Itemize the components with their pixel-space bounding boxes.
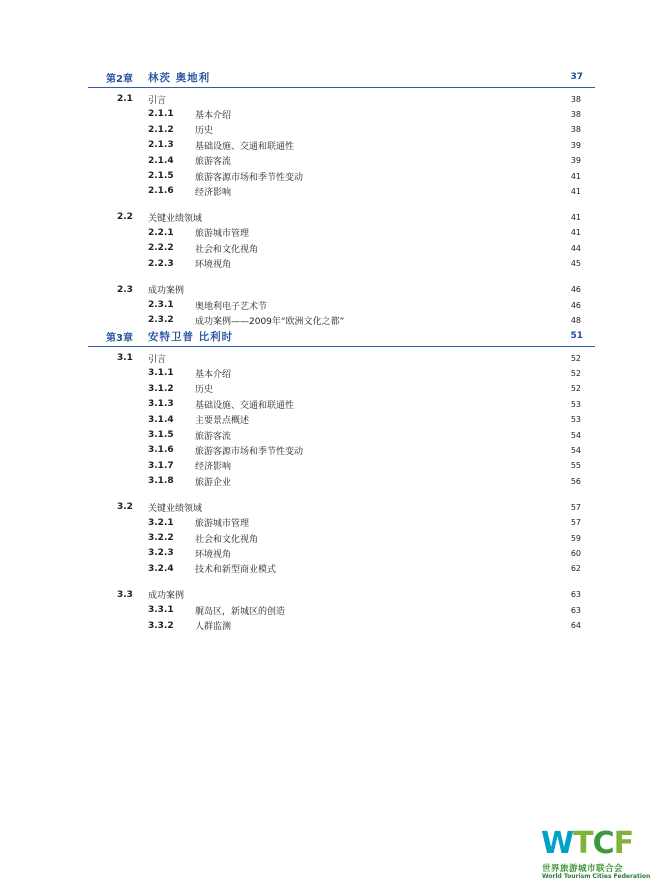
toc-subsection[interactable] xyxy=(0,106,650,122)
subsection-title: 基础设施、交通和联通性 xyxy=(195,400,295,411)
toc-section[interactable] xyxy=(0,209,650,225)
toc-subsection[interactable] xyxy=(0,240,650,256)
chapter-heading[interactable] xyxy=(88,67,595,87)
toc-subsection[interactable] xyxy=(0,412,650,428)
subsection-title: 主要景点概述 xyxy=(195,416,250,427)
subsection-number: 3.1.1 xyxy=(148,368,174,379)
toc-section[interactable] xyxy=(0,587,650,603)
subsection-title: 旅游客源市场和季节性变动 xyxy=(195,172,304,183)
subsection-title: 技术和新型商业模式 xyxy=(195,565,277,576)
subsection-number: 2.1.6 xyxy=(148,186,174,197)
subsection-page: 38 xyxy=(570,109,581,119)
section-page: 57 xyxy=(570,502,581,512)
subsection-page: 41 xyxy=(570,186,581,196)
subsection-title: 环境视角 xyxy=(195,549,232,560)
subsection-page: 53 xyxy=(570,399,581,409)
chapter-page: 51 xyxy=(570,331,583,341)
toc-section[interactable] xyxy=(0,350,650,366)
toc-subsection[interactable] xyxy=(0,473,650,489)
subsection-page: 52 xyxy=(570,384,581,394)
subsection-title: 旅游客流 xyxy=(195,157,232,168)
subsection-page: 54 xyxy=(570,430,581,440)
subsection-number: 2.2.3 xyxy=(148,258,174,269)
subsection-page: 41 xyxy=(570,228,581,238)
subsection-title: 成功案例——2009年“欧洲文化之都” xyxy=(195,316,345,327)
toc-subsection[interactable] xyxy=(0,618,650,634)
toc-subsection[interactable] xyxy=(0,381,650,397)
subsection-title: 艉岛区，新城区的创造 xyxy=(195,606,286,617)
subsection-title: 经济影响 xyxy=(195,187,232,198)
toc-subsection[interactable] xyxy=(0,396,650,412)
subsection-number: 2.1.5 xyxy=(148,171,174,181)
subsection-page: 55 xyxy=(570,461,581,471)
subsection-title: 旅游城市管理 xyxy=(195,229,250,240)
toc-subsection[interactable] xyxy=(0,365,650,381)
subsection-title: 经济影响 xyxy=(195,462,232,473)
toc-section[interactable] xyxy=(0,499,650,515)
subsection-number: 3.1.2 xyxy=(148,383,174,394)
subsection-page: 53 xyxy=(570,415,581,425)
section-number: 2.1 xyxy=(117,94,133,104)
toc-subsection[interactable] xyxy=(0,168,650,184)
chapter-title: 林茨 奥地利 xyxy=(148,71,211,84)
section-number: 2.2 xyxy=(117,212,133,223)
section-title: 关键业绩领域 xyxy=(148,503,203,514)
toc-subsection[interactable] xyxy=(0,256,650,272)
section-title: 引言 xyxy=(148,354,167,365)
chapter-heading[interactable] xyxy=(88,326,595,346)
toc-subsection[interactable] xyxy=(0,458,650,474)
subsection-number: 3.1.4 xyxy=(148,414,174,425)
subsection-title: 人群监测 xyxy=(195,622,232,633)
subsection-number: 2.2.1 xyxy=(148,227,174,238)
subsection-number: 2.1.4 xyxy=(148,155,174,166)
section-number: 3.1 xyxy=(117,353,133,363)
subsection-title: 基本介绍 xyxy=(195,369,232,380)
toc-section[interactable] xyxy=(0,282,650,298)
subsection-number: 3.2.1 xyxy=(148,517,174,528)
toc-subsection[interactable] xyxy=(0,427,650,443)
logo-english-name: World Tourism Cities Federation xyxy=(542,873,650,880)
section-page: 52 xyxy=(570,353,581,363)
subsection-number: 2.1.2 xyxy=(148,124,174,135)
subsection-page: 45 xyxy=(570,259,581,269)
subsection-page: 59 xyxy=(570,533,581,543)
wtcf-logo-mark: WTCF xyxy=(541,826,634,861)
subsection-page: 60 xyxy=(570,548,581,558)
subsection-title: 基本介绍 xyxy=(195,110,232,121)
subsection-page: 56 xyxy=(570,476,581,486)
subsection-page: 62 xyxy=(570,564,581,574)
section-title: 成功案例 xyxy=(148,286,185,297)
subsection-title: 社会和文化视角 xyxy=(195,244,259,255)
section-title: 关键业绩领域 xyxy=(148,213,203,224)
subsection-title: 旅游企业 xyxy=(195,477,232,488)
subsection-page: 39 xyxy=(570,140,581,150)
subsection-number: 2.2.2 xyxy=(148,243,174,254)
subsection-number: 3.1.3 xyxy=(148,399,174,410)
chapter-number: 第3章 xyxy=(106,332,133,344)
section-page: 46 xyxy=(570,285,581,295)
section-title: 引言 xyxy=(148,95,167,106)
subsection-number: 3.1.6 xyxy=(148,445,174,456)
subsection-title: 旅游客源市场和季节性变动 xyxy=(195,446,304,457)
wtcf-logo xyxy=(538,826,650,882)
chapter-number: 第2章 xyxy=(106,73,133,85)
toc-subsection[interactable] xyxy=(0,122,650,138)
subsection-page: 41 xyxy=(570,171,581,181)
toc-subsection[interactable] xyxy=(0,545,650,561)
section-page: 41 xyxy=(570,212,581,222)
toc-section[interactable] xyxy=(0,91,650,107)
subsection-title: 历史 xyxy=(195,385,214,396)
subsection-page: 44 xyxy=(570,243,581,253)
subsection-number: 3.2.4 xyxy=(148,563,174,574)
subsection-title: 旅游城市管理 xyxy=(195,519,250,530)
subsection-page: 64 xyxy=(570,621,581,631)
section-number: 3.2 xyxy=(117,502,133,513)
subsection-number: 3.1.7 xyxy=(148,460,174,471)
section-number: 2.3 xyxy=(117,284,133,295)
subsection-number: 2.1.3 xyxy=(148,140,174,151)
toc-subsection[interactable] xyxy=(0,153,650,169)
subsection-title: 社会和文化视角 xyxy=(195,534,259,545)
subsection-number: 2.1.1 xyxy=(148,109,174,120)
toc-subsection[interactable] xyxy=(0,602,650,618)
toc-subsection[interactable] xyxy=(0,561,650,577)
chapter-title: 安特卫普 比利时 xyxy=(148,330,234,343)
subsection-number: 3.3.2 xyxy=(148,620,174,631)
toc-subsection[interactable] xyxy=(0,442,650,458)
chapter-page: 37 xyxy=(570,72,583,82)
toc-subsection[interactable] xyxy=(0,297,650,313)
subsection-title: 历史 xyxy=(195,126,214,137)
subsection-page: 46 xyxy=(570,300,581,310)
logo-chinese-name: 世界旅游城市联合会 xyxy=(542,864,624,874)
toc-subsection[interactable] xyxy=(0,515,650,531)
section-page: 38 xyxy=(570,94,581,104)
subsection-title: 旅游客流 xyxy=(195,431,232,442)
toc-subsection[interactable] xyxy=(0,183,650,199)
subsection-page: 63 xyxy=(570,605,581,615)
subsection-page: 48 xyxy=(570,315,581,325)
chapter-divider xyxy=(88,346,595,347)
subsection-number: 3.3.1 xyxy=(148,605,174,616)
subsection-number: 2.3.1 xyxy=(148,300,174,310)
subsection-page: 39 xyxy=(570,156,581,166)
section-title: 成功案例 xyxy=(148,591,185,602)
toc-subsection[interactable] xyxy=(0,225,650,241)
subsection-title: 环境视角 xyxy=(195,260,232,271)
subsection-number: 3.2.3 xyxy=(148,548,174,559)
section-number: 3.3 xyxy=(117,589,133,600)
subsection-title: 基础设施、交通和联通性 xyxy=(195,141,295,152)
section-page: 63 xyxy=(570,590,581,600)
chapter-divider xyxy=(88,87,595,88)
subsection-page: 52 xyxy=(570,368,581,378)
subsection-number: 3.1.8 xyxy=(148,476,174,487)
subsection-number: 2.3.2 xyxy=(148,315,174,326)
subsection-page: 57 xyxy=(570,518,581,528)
toc-subsection[interactable] xyxy=(0,137,650,153)
subsection-number: 3.1.5 xyxy=(148,430,174,440)
subsection-number: 3.2.2 xyxy=(148,533,174,543)
subsection-page: 54 xyxy=(570,445,581,455)
subsection-title: 奥地利电子艺术节 xyxy=(195,301,268,312)
subsection-page: 38 xyxy=(570,125,581,135)
toc-subsection[interactable] xyxy=(0,530,650,546)
